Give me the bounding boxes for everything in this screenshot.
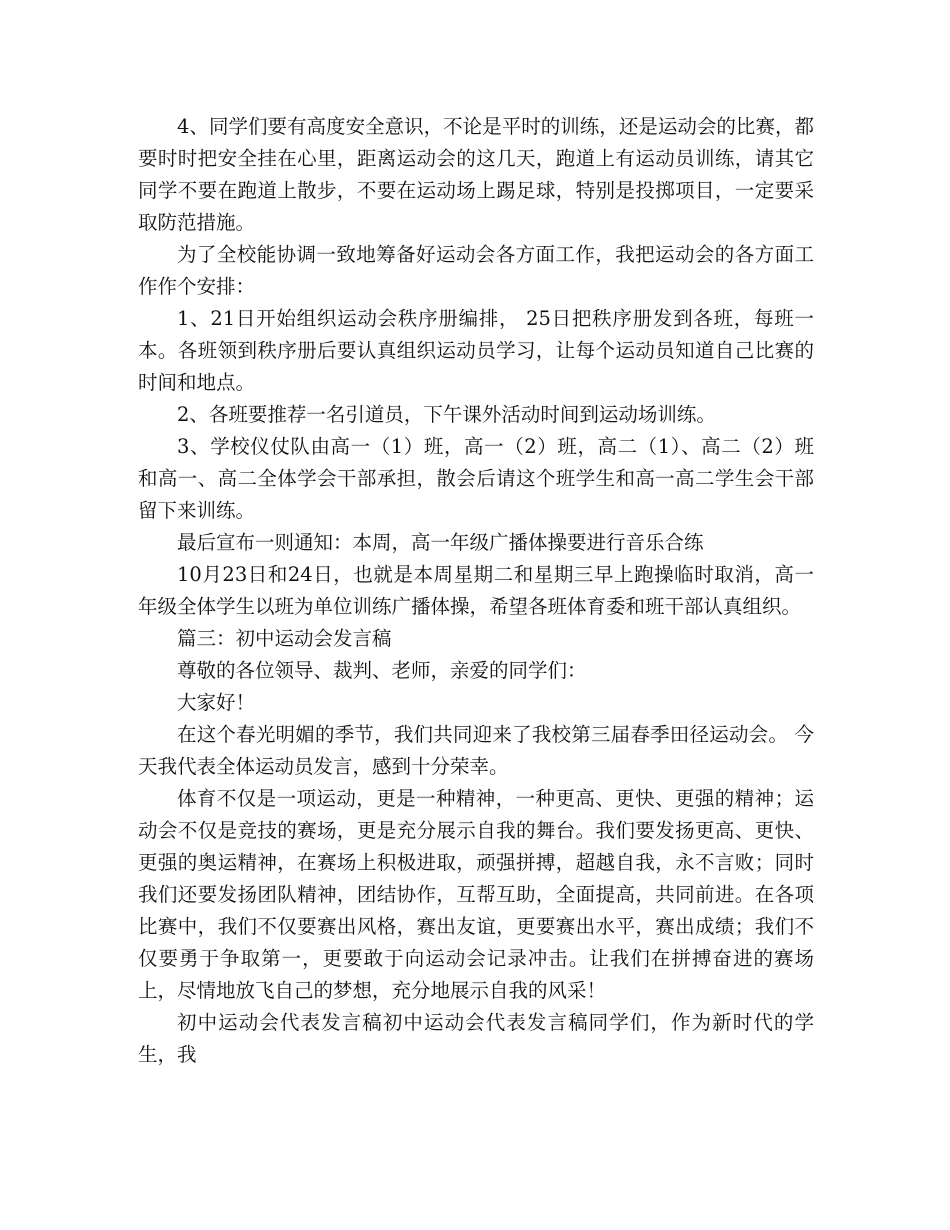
greeting: 大家好！	[177, 691, 256, 714]
paragraph-sports-spirit: 体育不仅是一项运动，更是一种精神，一种更高、更快、更强的精神；运动会不仅是竞技的赛场，更是充分展示自我的舞台。我们要发扬更高、更快、更强的奥运精神，在赛场上积极进取，顽强拼搏，超越自我，永不言败；同时我们还要发扬团队精神，团结协作，互帮互助，全面提高，共同前进。在各项比赛中，我们不仅要赛出风格，赛出友谊，更要赛出水平，赛出成绩；我们不仅要勇于争取第一，更要敢于向运动会记录冲击。让我们在拼搏奋进的赛场上，尽情地放飞自己的梦想，充分地展示自我的风采！	[138, 787, 814, 1002]
paragraph-final-notice: 最后宣布一则通知：本周，高一年级广播体操要进行音乐合练	[177, 531, 704, 554]
salutation: 尊敬的各位领导、裁判、老师，亲爱的同学们：	[177, 659, 587, 682]
paragraph-program-booklet: 1、21日开始组织运动会秩序册编排， 25日把秩序册发到各班，每班一本。各班领到秩序册后要认真组织运动员学习，让每个运动员知道自己比赛的时间和地点。	[138, 307, 814, 394]
paragraph-guide-recommendation: 2、各班要推荐一名引道员，下午课外活动时间到运动场训练。	[177, 403, 716, 426]
paragraph-honor-guard: 3、学校仪仗队由高一（1）班，高一（2）班，高二（1）、高二（2）班和高一、高二全体学会干部承担，散会后请这个班学生和高一高二学生会干部留下来训练。	[138, 435, 814, 522]
document-body	[138, 111, 814, 1071]
paragraph-opening: 在这个春光明媚的季节，我们共同迎来了我校第三届春季田径运动会。 今天我代表全体运动员发言，感到十分荣幸。	[138, 723, 814, 778]
paragraph-exercise-schedule: 10月23日和24日，也就是本周星期二和星期三早上跑操临时取消，高一年级全体学生以班为单位训练广播体操，希望各班体育委和班干部认真组织。	[138, 563, 814, 618]
paragraph-continuation: 初中运动会代表发言稿初中运动会代表发言稿同学们，作为新时代的学生，我	[138, 1011, 814, 1066]
paragraph-safety-notice: 4、同学们要有高度安全意识，不论是平时的训练，还是运动会的比赛，都要时时把安全挂在心里，距离运动会的这几天，跑道上有运动员训练，请其它同学不要在跑道上散步，不要在运动场上踢足球，特别是投掷项目，一定要采取防范措施。	[138, 115, 814, 234]
section-heading: 篇三：初中运动会发言稿	[177, 627, 392, 650]
paragraph-arrangement-intro: 为了全校能协调一致地筹备好运动会各方面工作，我把运动会的各方面工作作个安排：	[138, 243, 814, 298]
